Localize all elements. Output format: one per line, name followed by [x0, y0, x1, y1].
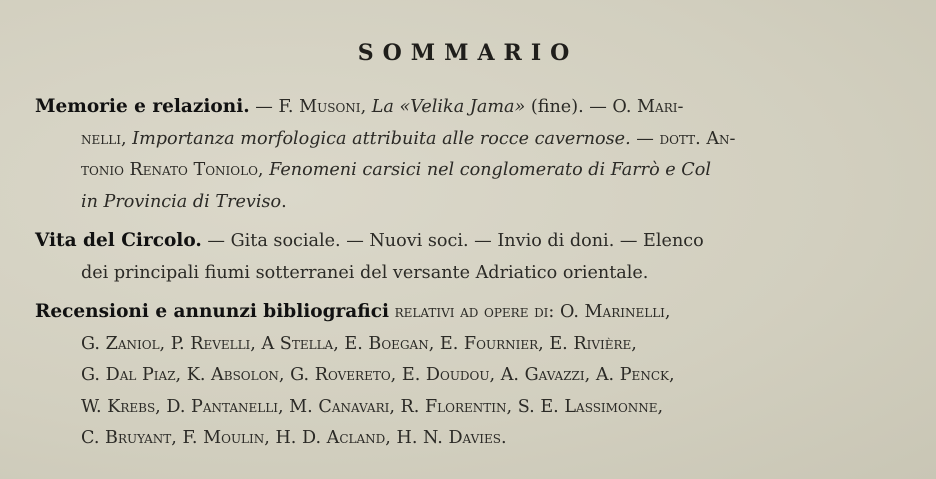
section-memorie-line-2: nelli, Importanza morfologica attribuita alle rocce cavernose. — dott. An- [81, 128, 736, 149]
page-title: SOMMARIO [357, 40, 579, 66]
section-vita-line-2: dei principali fiumi sotterranei del versante Adriatico orientale. [81, 262, 649, 283]
section-memorie-line-1: Memorie e relazioni. — F. Musoni, La «Velika Jama» (fine). — O. Mari- [35, 96, 684, 117]
section-heading: Vita del Circolo. [35, 230, 202, 251]
section-heading: Recensioni e annunzi bibliografici [35, 301, 390, 322]
section-memorie-line-4: in Provincia di Treviso. [81, 191, 287, 212]
section-recensioni [35, 296, 903, 455]
section-recensioni-line-2: G. Zaniol, P. Revelli, A Stella, E. Boegan, E. Fournier, E. Rivière, [81, 333, 637, 354]
section-memorie [35, 91, 903, 218]
section-recensioni-line-1: Recensioni e annunzi bibliografici relativi ad opere di: O. Marinelli, [35, 301, 671, 322]
section-recensioni-line-4: W. Krebs, D. Pantanelli, M. Canavari, R. Florentin, S. E. Lassimonne, [81, 396, 664, 417]
section-memorie-line-3: tonio Renato Toniolo, Fenomeni carsici nel conglomerato di Farrò e Col [81, 160, 711, 180]
section-vita-line-1: Vita del Circolo. — Gita sociale. — Nuovi soci. — Invio di doni. — Elenco [35, 230, 704, 251]
section-vita [35, 225, 903, 289]
section-recensioni-line-3: G. Dal Piaz, K. Absolon, G. Rovereto, E. Doudou, A. Gavazzi, A. Penck, [81, 365, 675, 385]
section-recensioni-line-5: C. Bruyant, F. Moulin, H. D. Acland, H. N. Davies. [81, 428, 507, 448]
section-heading: Memorie e relazioni. [35, 96, 250, 117]
